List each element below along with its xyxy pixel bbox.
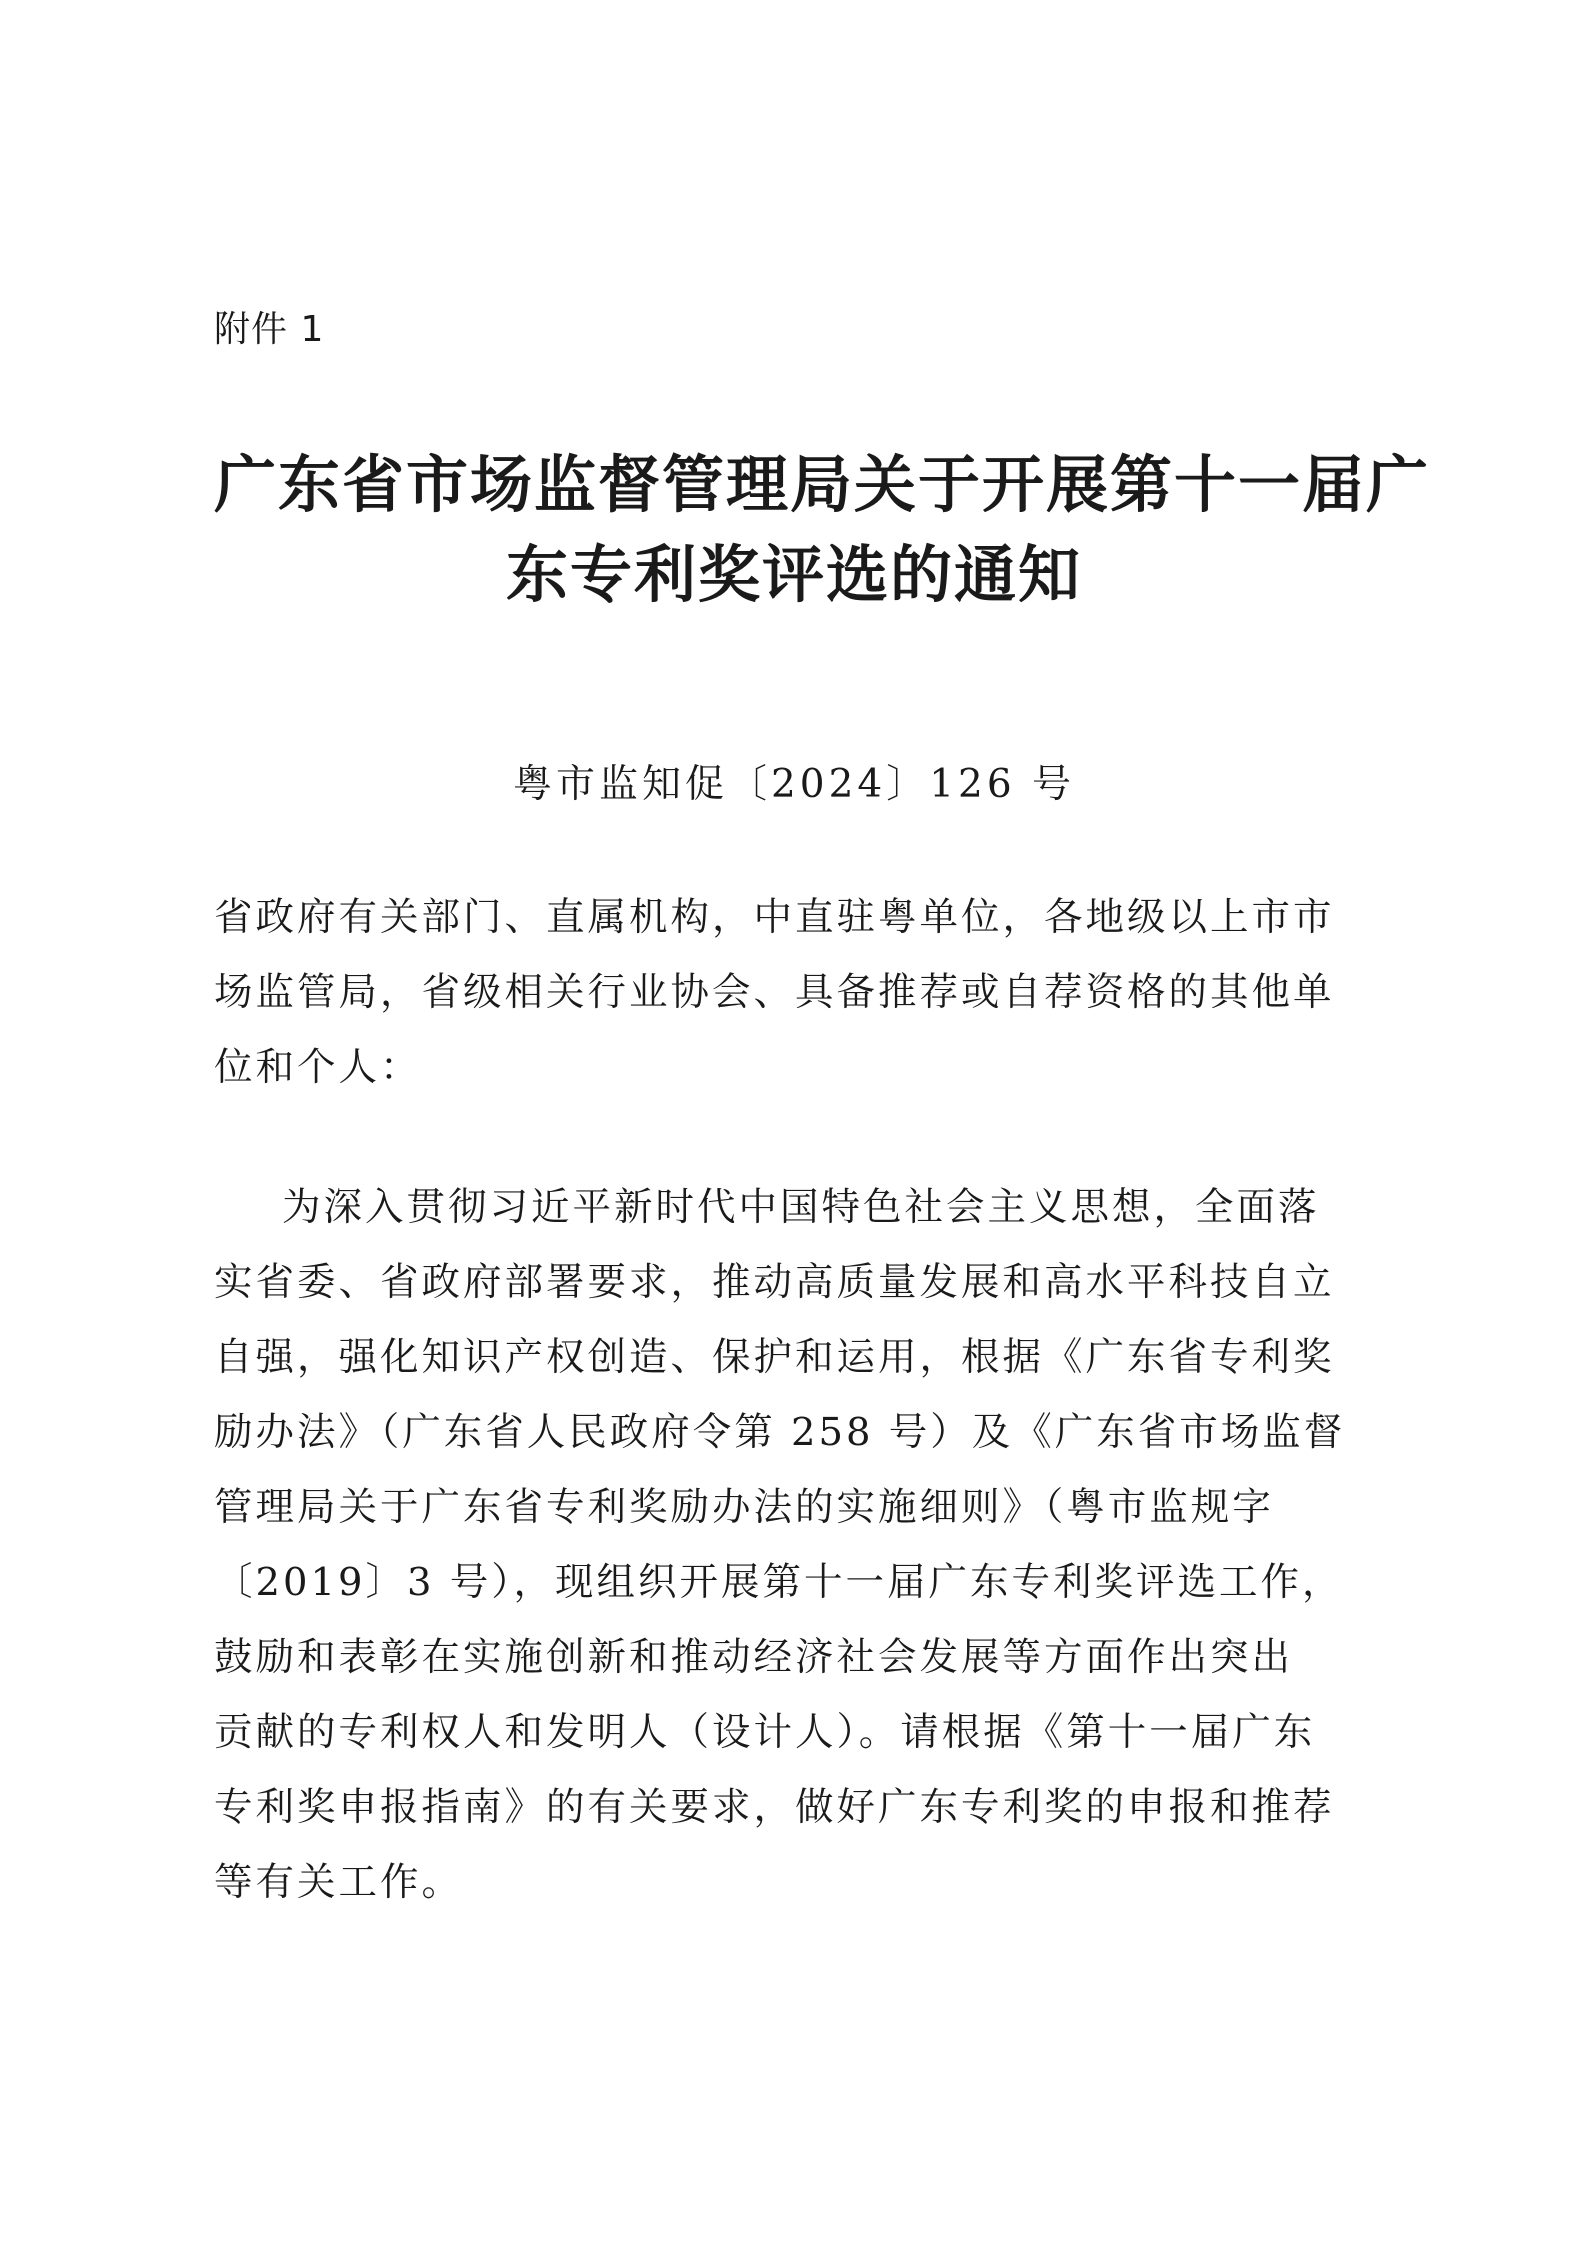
- paragraph-line: 励办法》（广东省人民政府令第 258 号）及《广东省市场监督: [214, 1410, 1346, 1455]
- paragraph-line: 等有关工作。: [214, 1860, 464, 1905]
- paragraph-line: 专利奖申报指南》的有关要求，做好广东专利奖的申报和推荐: [214, 1785, 1335, 1830]
- paragraph-line: 为深入贯彻习近平新时代中国特色社会主义思想，全面落: [282, 1185, 1320, 1230]
- paragraph-line: 贡献的专利权人和发明人（设计人）。请根据《第十一届广东: [214, 1710, 1316, 1755]
- title-line-1: 广东省市场监督管理局关于开展第十一届广: [214, 448, 1431, 521]
- document-number: 粤市监知促〔2024〕126 号: [512, 762, 1076, 807]
- paragraph-line: 〔2019〕3 号），现组织开展第十一届广东专利奖评选工作，: [214, 1560, 1344, 1605]
- body-paragraph: [214, 1170, 1374, 1920]
- document-title: [214, 440, 1431, 620]
- addressee-block: [214, 880, 1374, 1105]
- addressee-line: 位和个人：: [214, 1045, 422, 1090]
- addressee-line: 省政府有关部门、直属机构，中直驻粤单位，各地级以上市市: [214, 895, 1335, 940]
- paragraph-line: 鼓励和表彰在实施创新和推动经济社会发展等方面作出突出: [214, 1635, 1294, 1680]
- title-line-2: 东专利奖评选的通知: [505, 538, 1082, 611]
- attachment-label: 附件 1: [214, 309, 325, 350]
- paragraph-line: 实省委、省政府部署要求，推动高质量发展和高水平科技自立: [214, 1260, 1335, 1305]
- addressee-line: 场监管局，省级相关行业协会、具备推荐或自荐资格的其他单: [214, 970, 1335, 1015]
- paragraph-line: 自强，强化知识产权创造、保护和运用，根据《广东省专利奖: [214, 1335, 1335, 1380]
- paragraph-line: 管理局关于广东省专利奖励办法的实施细则》（粤市监规字: [214, 1485, 1274, 1530]
